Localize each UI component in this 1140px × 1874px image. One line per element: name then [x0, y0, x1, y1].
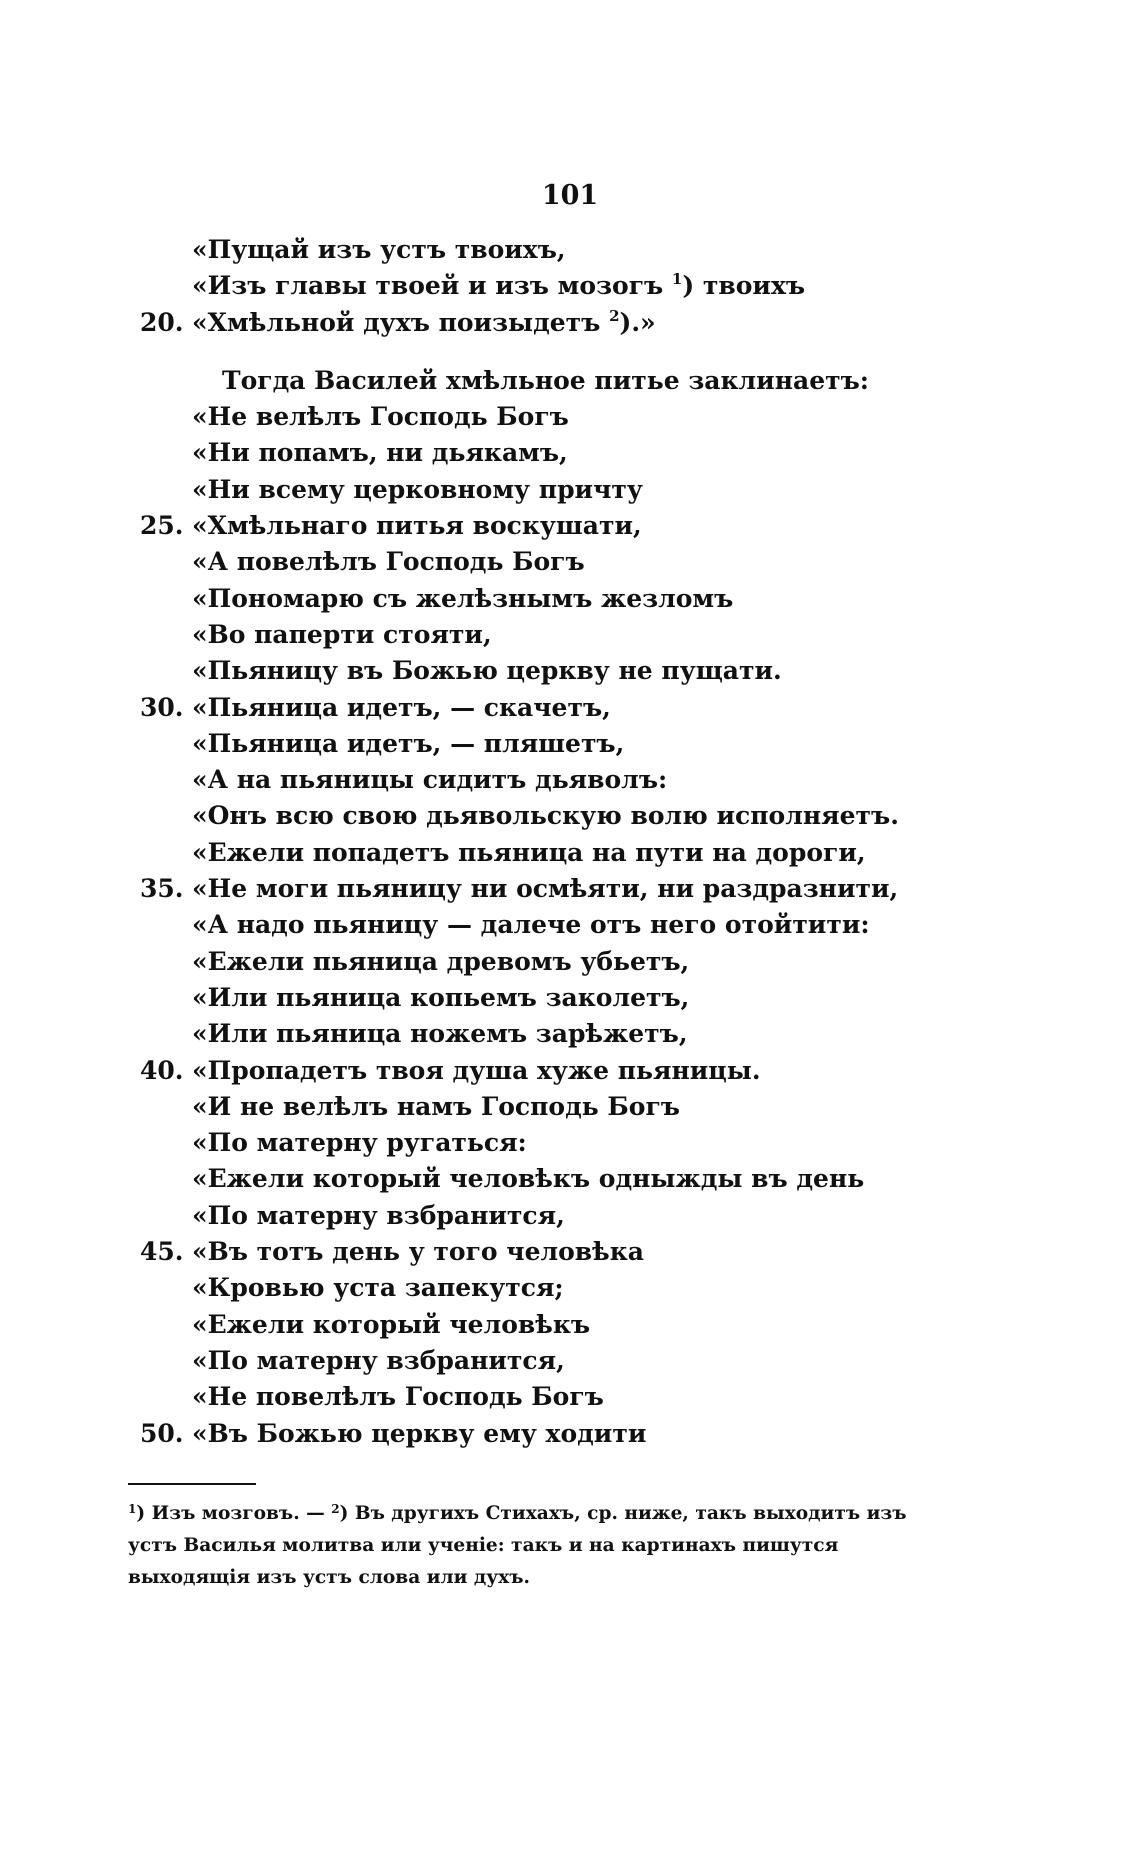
line-text-main: «Не велѣлъ Господь Богъ	[192, 402, 569, 432]
line-text	[192, 653, 782, 689]
poem-line	[140, 1307, 1040, 1343]
poem-line	[140, 762, 1040, 798]
footnote-1-mark: 1	[128, 1502, 137, 1516]
poem-line	[140, 1125, 1040, 1161]
line-text-main: «Изъ главы твоей и изъ мозогъ	[192, 271, 672, 301]
line-text	[192, 617, 492, 653]
line-text-main: «Въ тотъ день у того человѣка	[192, 1237, 644, 1267]
line-text-main: «Пущай изъ устъ твоихъ,	[192, 235, 566, 264]
line-number: 45.	[140, 1237, 184, 1267]
line-text-main: «Во паперти стояти,	[192, 619, 492, 649]
poem-line	[140, 581, 1040, 617]
poem-line	[140, 1234, 1040, 1270]
poem-line	[140, 1053, 1040, 1089]
poem-text	[140, 232, 1040, 1452]
line-text-main: «По матерну взбранится,	[192, 1345, 565, 1375]
poem-line	[140, 435, 1040, 471]
line-text	[192, 435, 568, 471]
line-text	[222, 363, 869, 399]
line-text-tail: ).»	[619, 307, 656, 337]
line-text-main: «Ежели пьяница древомъ убьетъ,	[192, 946, 690, 976]
footnote-2-mark: 2	[331, 1502, 340, 1516]
footnote-1-text: ) Изъ мозговъ. —	[136, 1503, 332, 1524]
poem-line	[140, 617, 1040, 653]
line-text-main: «Ежели который человѣкъ одныжды въ день	[192, 1164, 865, 1194]
line-text-main: «Ни всему церковному причту	[192, 474, 643, 504]
poem-line	[140, 944, 1040, 980]
footnotes	[128, 1498, 928, 1594]
line-text	[192, 399, 569, 435]
line-text-main: «А на пьяницы сидитъ дьяволъ:	[192, 765, 668, 795]
line-number: 40.	[140, 1055, 184, 1085]
poem-line	[140, 268, 1040, 304]
line-text	[192, 944, 689, 980]
line-text	[192, 305, 656, 341]
line-text-main: «Ежели который человѣкъ	[192, 1309, 591, 1339]
line-text	[192, 1198, 565, 1234]
line-text	[192, 762, 667, 798]
poem-line	[140, 399, 1040, 435]
line-text	[192, 1379, 604, 1415]
line-text-main: «Ежели попадетъ пьяница на пути на дороги,	[192, 837, 866, 867]
poem-line	[140, 305, 1040, 341]
line-text	[192, 1307, 590, 1343]
line-text-main: «Въ Божью церкву ему ходити	[192, 1418, 647, 1448]
line-text-main: «Пьяницу въ Божью церкву не пущати.	[192, 656, 782, 686]
line-text-main: «Или пьяница копьемъ заколетъ,	[192, 982, 690, 1012]
line-text	[192, 1416, 646, 1452]
line-text-main: «Не повелѣлъ Господь Богъ	[192, 1382, 604, 1412]
line-text-main: «Онъ всю свою дьявольскую волю исполняетъ.	[192, 801, 899, 831]
line-text	[192, 980, 689, 1016]
line-text-main: «Ни попамъ, ни дьякамъ,	[192, 438, 568, 468]
poem-line	[140, 1270, 1040, 1306]
poem-line	[140, 508, 1040, 544]
line-text	[192, 1089, 680, 1125]
footnote-2-text: ) Въ другихъ Стихахъ, ср. ниже, такъ выходитъ изъ устъ Василья молитва или ученіе: такъ и на картинахъ пишутся выходящія изъ устъ слова или духъ.	[128, 1503, 907, 1588]
line-number: 25.	[140, 511, 184, 541]
poem-line	[140, 363, 1040, 399]
poem-line	[140, 690, 1040, 726]
line-number: 20.	[140, 307, 184, 337]
line-text	[192, 1125, 527, 1161]
line-text	[192, 268, 805, 304]
line-text-main: «По матерну взбранится,	[192, 1200, 565, 1230]
poem-line	[140, 1016, 1040, 1052]
line-text	[192, 1053, 761, 1089]
page-number: 101	[541, 180, 599, 211]
line-text	[192, 1016, 688, 1052]
line-text-main: Тогда Василей хмѣльное питье заклинаетъ:	[222, 365, 869, 395]
footnote-reference: 2	[609, 306, 620, 325]
line-text	[192, 1270, 564, 1306]
poem-line	[140, 1379, 1040, 1415]
line-text-main: «Или пьяница ножемъ зарѣжетъ,	[192, 1019, 688, 1049]
poem-line	[140, 653, 1040, 689]
line-text-main: «Пропадетъ твоя душа хуже пьяницы.	[192, 1055, 761, 1085]
line-text	[192, 726, 624, 762]
line-text	[192, 508, 642, 544]
line-text-main: «И не велѣлъ намъ Господь Богъ	[192, 1091, 680, 1121]
line-text-main: «Хмѣльнаго питья воскушати,	[192, 511, 642, 541]
line-text	[192, 581, 733, 617]
footnote-reference: 1	[671, 270, 683, 289]
line-number: 35.	[140, 874, 184, 904]
poem-line	[140, 726, 1040, 762]
line-number: 50.	[140, 1418, 184, 1448]
poem-line	[140, 907, 1040, 943]
line-text-main: «По матерну ругаться:	[192, 1128, 527, 1158]
line-text	[192, 1161, 864, 1197]
line-text-main: «Пономарю съ желѣзнымъ жезломъ	[192, 583, 734, 613]
poem-line	[140, 1089, 1040, 1125]
poem-line	[140, 472, 1040, 508]
line-text-main: «Хмѣльной духъ поизыдетъ	[192, 307, 610, 337]
line-text	[192, 1234, 644, 1270]
line-text	[192, 907, 870, 943]
line-text-tail: ) твоихъ	[682, 271, 806, 301]
poem-line	[140, 1161, 1040, 1197]
line-text	[192, 835, 866, 871]
line-text	[192, 544, 585, 580]
poem-line	[140, 232, 1040, 268]
line-text	[192, 871, 898, 907]
line-text	[192, 690, 611, 726]
line-text	[192, 1343, 565, 1379]
poem-line	[140, 980, 1040, 1016]
line-text	[192, 472, 643, 508]
poem-line	[140, 1198, 1040, 1234]
poem-line	[140, 1416, 1040, 1452]
line-text	[192, 232, 566, 268]
poem-line	[140, 1343, 1040, 1379]
line-text-main: «Пьяница идетъ, — скачетъ,	[192, 692, 611, 722]
poem-line	[140, 544, 1040, 580]
line-text-main: «Кровью уста запекутся;	[192, 1273, 564, 1303]
poem-line	[140, 798, 1040, 834]
line-text-main: «Не моги пьяницу ни осмѣяти, ни раздразнити,	[192, 874, 899, 904]
line-text-main: «А надо пьяницу — далече отъ него отойтити:	[192, 910, 870, 940]
line-text	[192, 798, 899, 834]
line-text-main: «Пьяница идетъ, — пляшетъ,	[192, 728, 625, 758]
poem-line	[140, 835, 1040, 871]
line-number: 30.	[140, 692, 184, 722]
footnote-divider	[128, 1483, 256, 1485]
poem-line	[140, 871, 1040, 907]
line-text-main: «А повелѣлъ Господь Богъ	[192, 547, 585, 577]
